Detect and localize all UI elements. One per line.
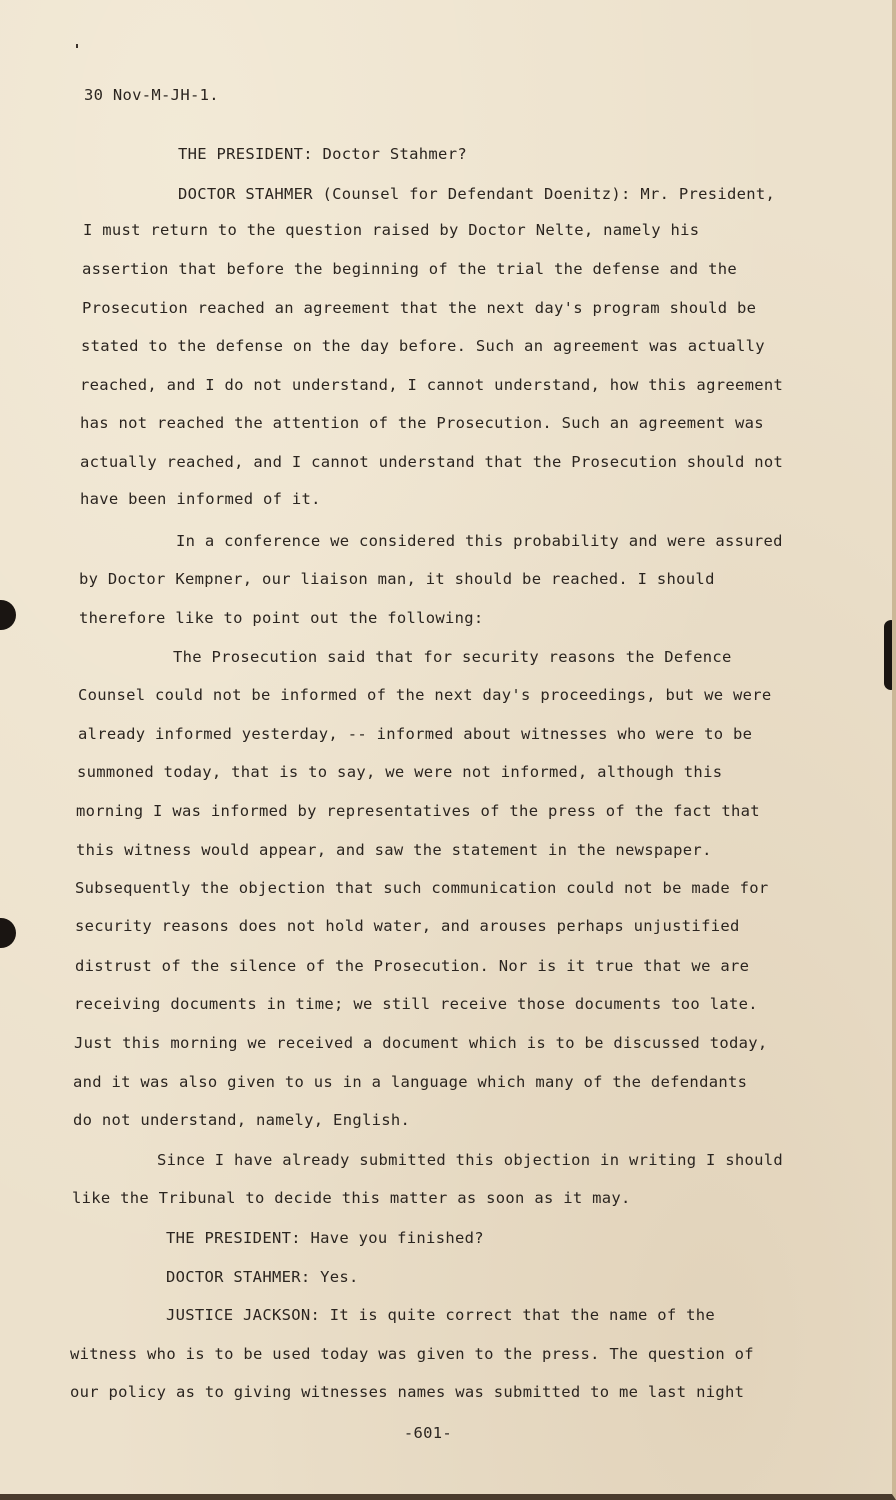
text-line: therefore like to point out the following: xyxy=(79,609,484,627)
text-line: and it was also given to us in a language which many of the defendants xyxy=(73,1073,748,1091)
text-line: Just this morning we received a document which is to be discussed today, xyxy=(74,1034,768,1052)
text-line: have been informed of it. xyxy=(80,490,321,508)
page-number: -601- xyxy=(403,1424,453,1442)
text-line: actually reached, and I cannot understand that the Prosecution should not xyxy=(80,453,784,471)
text-line: like the Tribunal to decide this matter as soon as it may. xyxy=(72,1189,631,1207)
text-line: I must return to the question raised by Doctor Nelte, namely his xyxy=(83,221,700,239)
text-line: distrust of the silence of the Prosecution. Nor is it true that we are xyxy=(75,957,750,975)
punch-hole-upper xyxy=(0,600,16,630)
text-line: security reasons does not hold water, and arouses perhaps unjustified xyxy=(75,917,740,935)
text-line: witness who is to be used today was given to the press. The question of xyxy=(70,1345,754,1363)
text-line: already informed yesterday, -- informed about witnesses who were to be xyxy=(78,725,753,743)
text-line: do not understand, namely, English. xyxy=(73,1111,411,1129)
text-line: Counsel could not be informed of the next day's proceedings, but we were xyxy=(78,686,772,704)
page-reference: 30 Nov-M-JH-1. xyxy=(84,86,219,104)
text-line: JUSTICE JACKSON: It is quite correct that the name of the xyxy=(166,1306,716,1324)
text-line: summoned today, that is to say, we were not informed, although this xyxy=(77,763,723,781)
text-line: reached, and I do not understand, I cannot understand, how this agreement xyxy=(80,376,784,394)
text-line: morning I was informed by representatives of the press of the fact that xyxy=(76,802,760,820)
text-line: this witness would appear, and saw the statement in the newspaper. xyxy=(76,841,712,859)
text-line: THE PRESIDENT: Doctor Stahmer? xyxy=(178,145,467,163)
text-line: Prosecution reached an agreement that the next day's program should be xyxy=(82,299,757,317)
text-line: receiving documents in time; we still receive those documents too late. xyxy=(74,995,758,1013)
text-line: our policy as to giving witnesses names was submitted to me last night xyxy=(70,1383,745,1401)
text-line: DOCTOR STAHMER: Yes. xyxy=(166,1268,359,1286)
edge-clip-mark xyxy=(884,620,896,690)
text-line: Since I have already submitted this objection in writing I should xyxy=(157,1151,784,1169)
text-line: stated to the defense on the day before. Such an agreement was actually xyxy=(81,337,765,355)
text-line: assertion that before the beginning of the trial the defense and the xyxy=(82,260,737,278)
punch-hole-lower xyxy=(0,918,16,948)
text-line: by Doctor Kempner, our liaison man, it should be reached. I should xyxy=(79,570,715,588)
text-line: THE PRESIDENT: Have you finished? xyxy=(166,1229,484,1247)
text-line: In a conference we considered this probability and were assured xyxy=(176,532,783,550)
text-line: The Prosecution said that for security reasons the Defence xyxy=(173,648,732,666)
text-line: DOCTOR STAHMER (Counsel for Defendant Doenitz): Mr. President, xyxy=(178,185,776,203)
stray-mark xyxy=(76,44,78,48)
text-line: Subsequently the objection that such communication could not be made for xyxy=(75,879,769,897)
text-line: has not reached the attention of the Prosecution. Such an agreement was xyxy=(80,414,764,432)
